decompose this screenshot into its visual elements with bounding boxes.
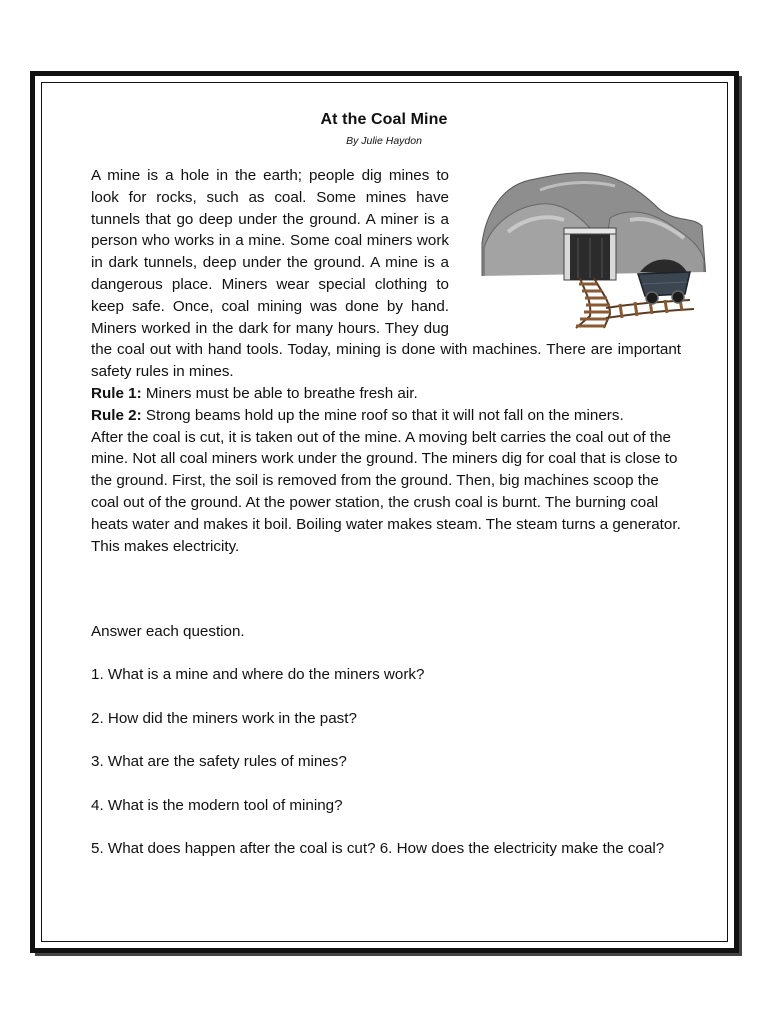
page-border-shadow-bottom [35, 953, 742, 956]
rule-2-label: Rule 2: [91, 406, 142, 424]
rule-1-text: Miners must be able to breathe fresh air. [141, 384, 418, 402]
rule-2 [91, 405, 681, 427]
document-title: At the Coal Mine [320, 111, 448, 128]
paragraph-1: A mine is a hole in the earth; people dig mines to look for rocks, such as coal. Some mines have tunnels that go deep under the ground. A miner is a person who works in a mine. Some coal miners work in dark tunnels, deep under the ground. A mine is a dangerous place. Miners wear special clothing to keep safe. Once, coal mining was done by hand. Miners worked in the dark for many hours. They dug the coal out with hand tools. Today, mining is done with machines. There are important safety rules in mines. [91, 167, 681, 381]
page-border-shadow-right [739, 76, 742, 956]
question-item: 3. What are the safety rules of mines? [91, 753, 347, 771]
rule-2-text: Strong beams hold up the mine roof so that it will not fall on the miners. [141, 406, 624, 424]
question-item: 4. What is the modern tool of mining? [91, 796, 343, 814]
question-instruction: Answer each question. [91, 623, 245, 640]
rule-1 [91, 383, 681, 405]
document-author: By Julie Haydon [346, 135, 422, 147]
rule-1-label: Rule 1: [91, 384, 142, 402]
question-item: 1. What is a mine and where do the miners work? [91, 666, 425, 684]
paragraph-2: After the coal is cut, it is taken out of the mine. A moving belt carries the coal out of the mine. Not all coal miners work under the ground. The miners dig for coal that is close to the ground. First, the soil is removed from the ground. Then, big machines scoop the coal out of the ground. At the power station, the crush coal is burnt. The burning coal heats water and makes it boil. Boiling water makes steam. The steam turns a generator. This makes electricity. [91, 428, 681, 555]
question-item: 5. What does happen after the coal is cut? 6. How does the electricity make the coal? [91, 839, 665, 857]
question-list [91, 621, 681, 881]
question-item: 2. How did the miners work in the past? [91, 709, 357, 727]
illustration-spacer [457, 165, 681, 327]
reading-passage [91, 165, 681, 557]
